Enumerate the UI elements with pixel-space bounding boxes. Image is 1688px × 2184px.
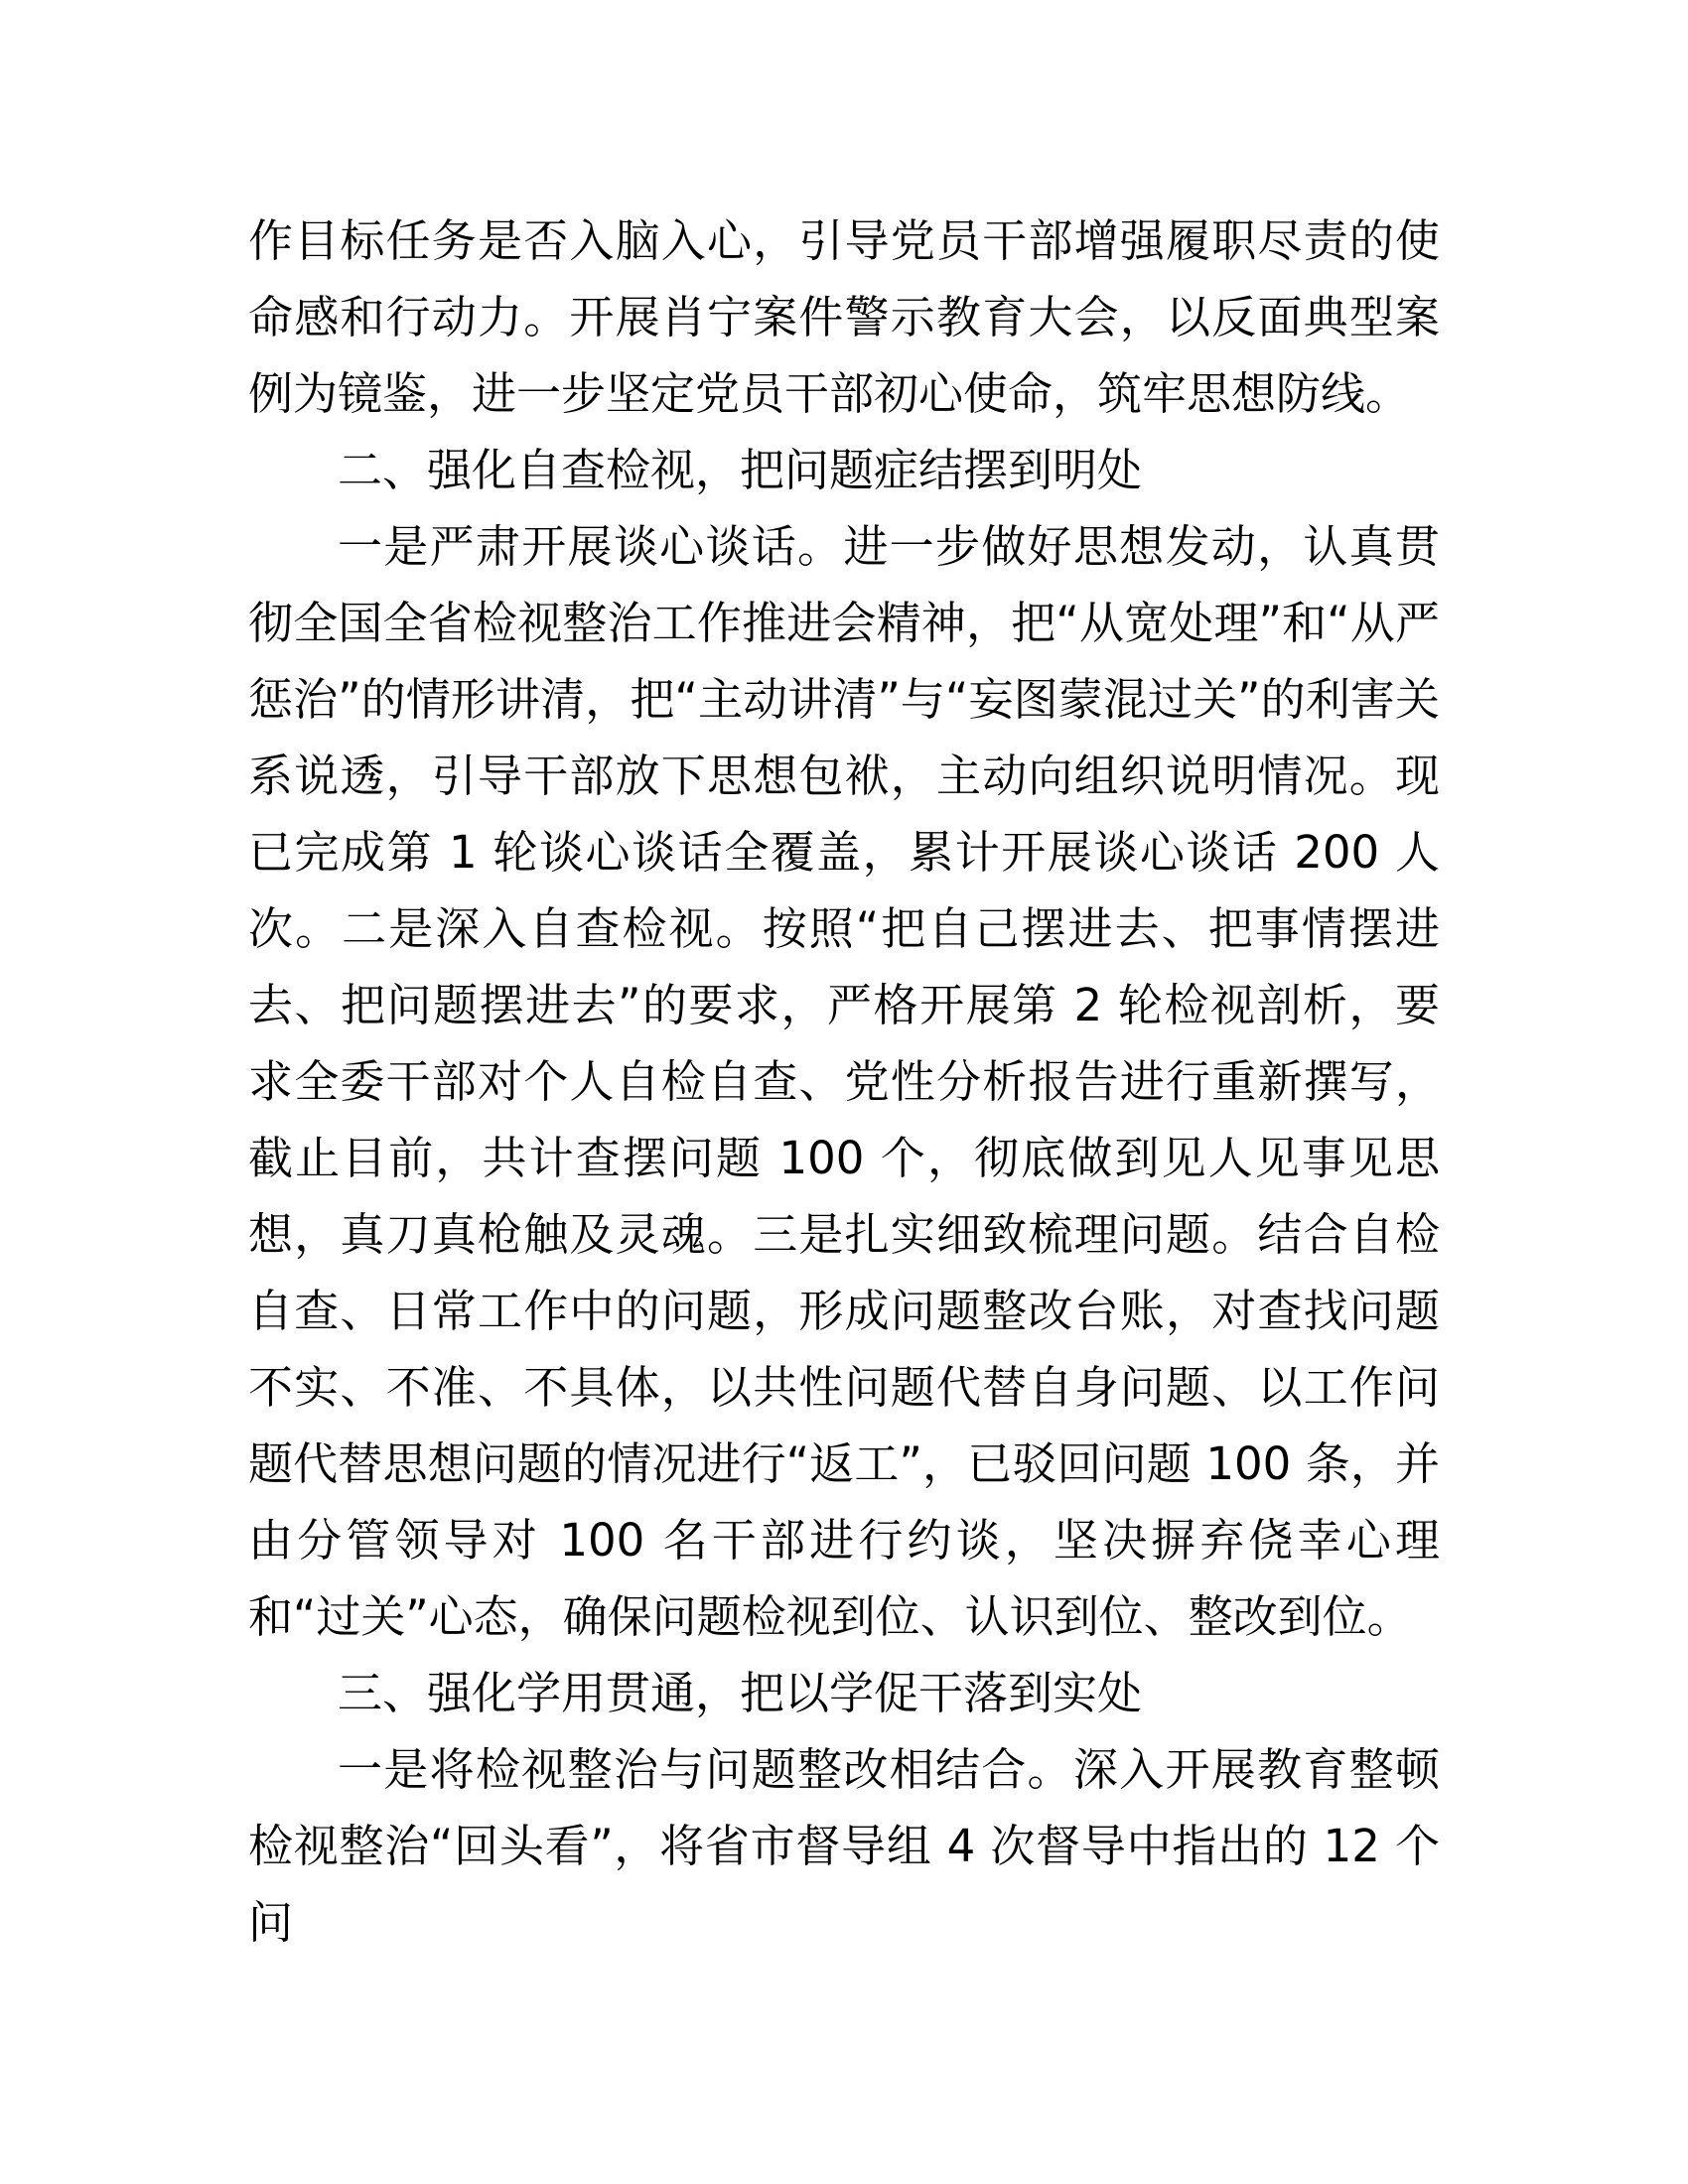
document-body [248,203,1440,1961]
section-heading-3: 三、强化学用贯通，把以学促干落到实处 [338,1667,1143,1719]
paragraph-self-inspection: 一是严肃开展谈心谈话。进一步做好思想发动，认真贯彻全国全省检视整治工作推进会精神，把“从宽处理”和“从严惩治”的情形讲清，把“主动讲清”与“妄图蒙混过关”的利害关系说透，引导干部放下思想包袱，主动向组织说明情况。现已完成第 1 轮谈心谈话全覆盖，累计开展谈心谈话 200 人次。二是深入自查检视。按照“把自己摆进去、把事情摆进去、把问题摆进去”的要求，严格开展第 2 轮检视剖析，要求全委干部对个人自检自查、党性分析报告进行重新撰写，截止目前，共计查摆问题 100 个，彻底做到见人见事见思想，真刀真枪触及灵魂。三是扎实细致梳理问题。结合自检自查、日常工作中的问题，形成问题整改台账，对查找问题不实、不准、不具体，以共性问题代替自身问题、以工作问题代替思想问题的情况进行“返工”，已驳回问题 100 条，并由分管领导对 100 名干部进行约谈，坚决摒弃侥幸心理和“过关”心态，确保问题检视到位、认识到位、整改到位。 [248,520,1440,1643]
section-heading-2: 二、强化自查检视，把问题症结摆到明处 [338,444,1143,496]
paragraph-study-application: 一是将检视整治与问题整改相结合。深入开展教育整顿检视整治“回头看”，将省市督导组 4 次督导中指出的 12 个问 [248,1743,1440,1949]
paragraph-continuation: 作目标任务是否入脑入心，引导党员干部增强履职尽责的使命感和行动力。开展肖宁案件警示教育大会，以反面典型案例为镜鉴，进一步坚定党员干部初心使命，筑牢思想防线。 [248,214,1440,420]
